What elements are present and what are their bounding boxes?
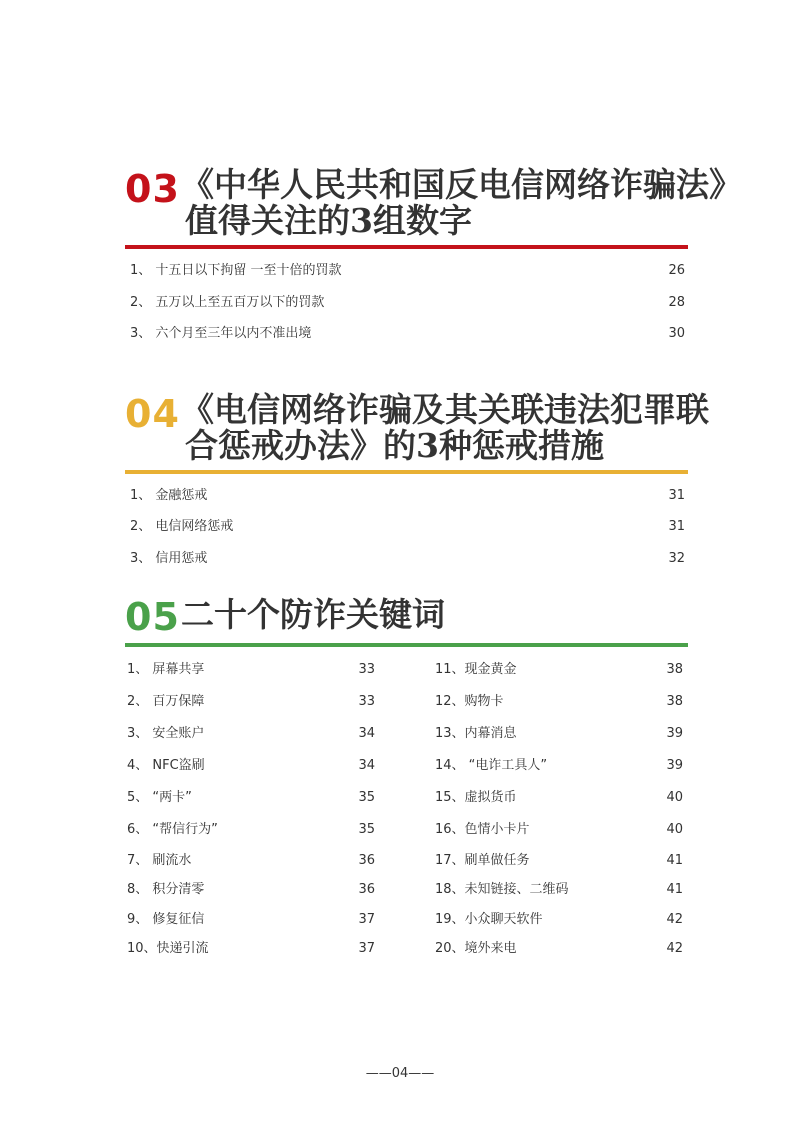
keyword-entry[interactable] xyxy=(433,755,683,777)
keyword-row xyxy=(125,819,688,841)
toc-entry-page: 28 xyxy=(668,295,685,310)
keyword-entry[interactable] xyxy=(433,819,683,841)
keyword-page: 33 xyxy=(358,694,375,709)
keyword-page: 39 xyxy=(666,758,683,773)
keyword-entry[interactable] xyxy=(125,755,375,777)
keyword-page: 37 xyxy=(358,941,375,956)
keyword-entry[interactable] xyxy=(433,723,683,745)
keyword-page: 34 xyxy=(358,726,375,741)
section-number: 04 xyxy=(125,392,180,436)
keyword-page: 41 xyxy=(666,882,683,897)
keyword-row xyxy=(125,691,688,713)
keyword-page: 40 xyxy=(666,790,683,805)
keyword-page: 35 xyxy=(358,822,375,837)
toc-entry-page: 30 xyxy=(668,326,685,341)
keyword-page: 42 xyxy=(666,912,683,927)
keyword-label: 16、色情小卡片 xyxy=(435,822,530,837)
keyword-row xyxy=(125,850,688,872)
keyword-entry[interactable] xyxy=(433,879,683,901)
keyword-entry[interactable] xyxy=(125,850,375,872)
keyword-label: 17、刷单做任务 xyxy=(435,853,530,868)
keyword-label: 9、 修复征信 xyxy=(127,912,205,927)
section-number: 05 xyxy=(125,595,180,639)
section-title-line1: 二十个防诈关键词 xyxy=(181,595,445,634)
keyword-label: 2、 百万保障 xyxy=(127,694,205,709)
section-title-line2: 合惩戒办法》的3种惩戒措施 xyxy=(185,426,604,465)
keyword-entry[interactable] xyxy=(125,787,375,809)
keyword-label: 8、 积分清零 xyxy=(127,882,205,897)
toc-entry[interactable] xyxy=(125,260,688,282)
toc-entry[interactable] xyxy=(125,485,688,507)
section-title-line1: 《中华人民共和国反电信网络诈骗法》 xyxy=(181,165,742,204)
keyword-entry[interactable] xyxy=(125,879,375,901)
keyword-page: 33 xyxy=(358,662,375,677)
keyword-entry[interactable] xyxy=(433,850,683,872)
keyword-label: 1、 屏幕共享 xyxy=(127,662,205,677)
keyword-row xyxy=(125,787,688,809)
toc-entry-page: 31 xyxy=(668,488,685,503)
toc-entry-label: 3、 六个月至三年以内不准出境 xyxy=(130,326,312,341)
keyword-page: 38 xyxy=(666,662,683,677)
keyword-label: 13、内幕消息 xyxy=(435,726,517,741)
keyword-page: 40 xyxy=(666,822,683,837)
toc-entry-page: 32 xyxy=(668,551,685,566)
toc-entry-label: 1、 金融惩戒 xyxy=(130,488,208,503)
toc-entry[interactable] xyxy=(125,323,688,345)
section-divider xyxy=(125,245,688,249)
toc-entry-page: 31 xyxy=(668,519,685,534)
keyword-label: 18、未知链接、二维码 xyxy=(435,882,569,897)
keyword-entry[interactable] xyxy=(125,659,375,681)
section-title-line2: 值得关注的3组数字 xyxy=(185,201,472,240)
keyword-entry[interactable] xyxy=(125,691,375,713)
keyword-label: 4、 NFC盗刷 xyxy=(127,758,205,773)
keyword-page: 41 xyxy=(666,853,683,868)
keyword-entry[interactable] xyxy=(433,659,683,681)
keyword-entry[interactable] xyxy=(433,909,683,931)
toc-entry-label: 1、 十五日以下拘留 一至十倍的罚款 xyxy=(130,263,342,278)
keyword-label: 14、 “电诈工具人” xyxy=(435,758,548,773)
toc-entry[interactable] xyxy=(125,516,688,538)
keyword-entry[interactable] xyxy=(125,909,375,931)
keyword-label: 10、快递引流 xyxy=(127,941,209,956)
keyword-page: 37 xyxy=(358,912,375,927)
page-number: ——04—— xyxy=(365,1066,435,1081)
keyword-row xyxy=(125,659,688,681)
keyword-label: 5、 “两卡” xyxy=(127,790,192,805)
keyword-entry[interactable] xyxy=(433,787,683,809)
keyword-page: 39 xyxy=(666,726,683,741)
keyword-label: 6、 “帮信行为” xyxy=(127,822,218,837)
toc-entry-label: 2、 电信网络惩戒 xyxy=(130,519,234,534)
toc-entry-page: 26 xyxy=(668,263,685,278)
keyword-row xyxy=(125,723,688,745)
keyword-entry[interactable] xyxy=(433,938,683,960)
keyword-page: 35 xyxy=(358,790,375,805)
keyword-label: 11、现金黄金 xyxy=(435,662,517,677)
toc-entry[interactable] xyxy=(125,548,688,570)
keyword-entry[interactable] xyxy=(125,819,375,841)
keyword-page: 38 xyxy=(666,694,683,709)
keyword-row xyxy=(125,879,688,901)
keyword-label: 15、虚拟货币 xyxy=(435,790,517,805)
keyword-label: 7、 刷流水 xyxy=(127,853,192,868)
keyword-label: 19、小众聊天软件 xyxy=(435,912,543,927)
keyword-label: 20、境外来电 xyxy=(435,941,517,956)
toc-entry-label: 3、 信用惩戒 xyxy=(130,551,208,566)
toc-entry[interactable] xyxy=(125,292,688,314)
keyword-entry[interactable] xyxy=(125,938,375,960)
section-title-line1: 《电信网络诈骗及其关联违法犯罪联 xyxy=(181,390,709,429)
keyword-page: 42 xyxy=(666,941,683,956)
keyword-page: 36 xyxy=(358,853,375,868)
keyword-page: 34 xyxy=(358,758,375,773)
section-divider xyxy=(125,470,688,474)
keyword-entry[interactable] xyxy=(433,691,683,713)
section-number: 03 xyxy=(125,167,180,211)
keyword-label: 12、购物卡 xyxy=(435,694,504,709)
keyword-entry[interactable] xyxy=(125,723,375,745)
keyword-row xyxy=(125,938,688,960)
keyword-page: 36 xyxy=(358,882,375,897)
keyword-label: 3、 安全账户 xyxy=(127,726,205,741)
keyword-row xyxy=(125,755,688,777)
section-divider xyxy=(125,643,688,647)
keyword-row xyxy=(125,909,688,931)
toc-entry-label: 2、 五万以上至五百万以下的罚款 xyxy=(130,295,325,310)
